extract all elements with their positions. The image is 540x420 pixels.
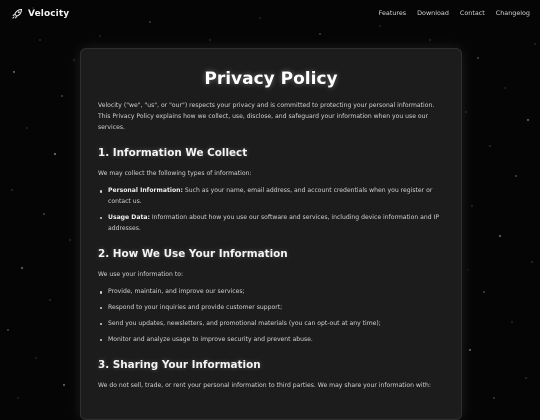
section-heading-how-we-use: 2. How We Use Your Information — [98, 248, 288, 261]
privacy-policy-card — [80, 48, 462, 420]
section-text-how-we-use: We use your information to: — [98, 271, 183, 279]
brand-name: Velocity — [28, 9, 70, 19]
top-navigation — [0, 0, 540, 28]
list-item: Monitor and analyze usage to improve security and prevent abuse. — [108, 335, 444, 346]
policy-content — [81, 68, 461, 392]
nav-link-download[interactable]: Download — [417, 9, 449, 17]
intro-paragraph: Velocity ("we", "us", or "our") respects your privacy and is committed to protecting your personal information. This Privacy Policy explains how we collect, use, disclose, and safeguard your information when you use our services. — [98, 102, 435, 131]
section-text-sharing: We do not sell, trade, or rent your personal information to third parties. We may share your information with: — [98, 382, 431, 390]
section-text-information-collect: We may collect the following types of information: — [98, 170, 252, 178]
information-collect-list — [98, 186, 444, 234]
list-item: Respond to your inquiries and provide customer support; — [108, 303, 444, 314]
page-title: Privacy Policy — [204, 69, 338, 89]
nav-link-features[interactable]: Features — [378, 9, 407, 17]
section-heading-sharing: 3. Sharing Your Information — [98, 359, 261, 372]
list-item-label: Usage Data: — [108, 213, 150, 221]
section-heading-information-collect: 1. Information We Collect — [98, 147, 248, 160]
list-item: Send you updates, newsletters, and promotional materials (you can opt-out at any time); — [108, 319, 444, 330]
nav-link-changelog[interactable]: Changelog — [495, 9, 530, 17]
rocket-icon — [11, 8, 23, 20]
list-item: Provide, maintain, and improve our services; — [108, 287, 444, 298]
list-item-text: Information about how you use our software and services, including device information and IP addresses. — [108, 213, 440, 232]
list-item — [108, 186, 444, 208]
how-we-use-list — [98, 287, 444, 345]
brand-logo[interactable] — [11, 7, 69, 21]
nav-links — [379, 9, 530, 17]
list-item-text: Such as your name, email address, and account credentials when you register or contact us. — [108, 187, 433, 205]
nav-link-contact[interactable]: Contact — [459, 9, 485, 17]
list-item — [108, 213, 444, 235]
list-item-label: Personal Information: — [108, 187, 183, 195]
